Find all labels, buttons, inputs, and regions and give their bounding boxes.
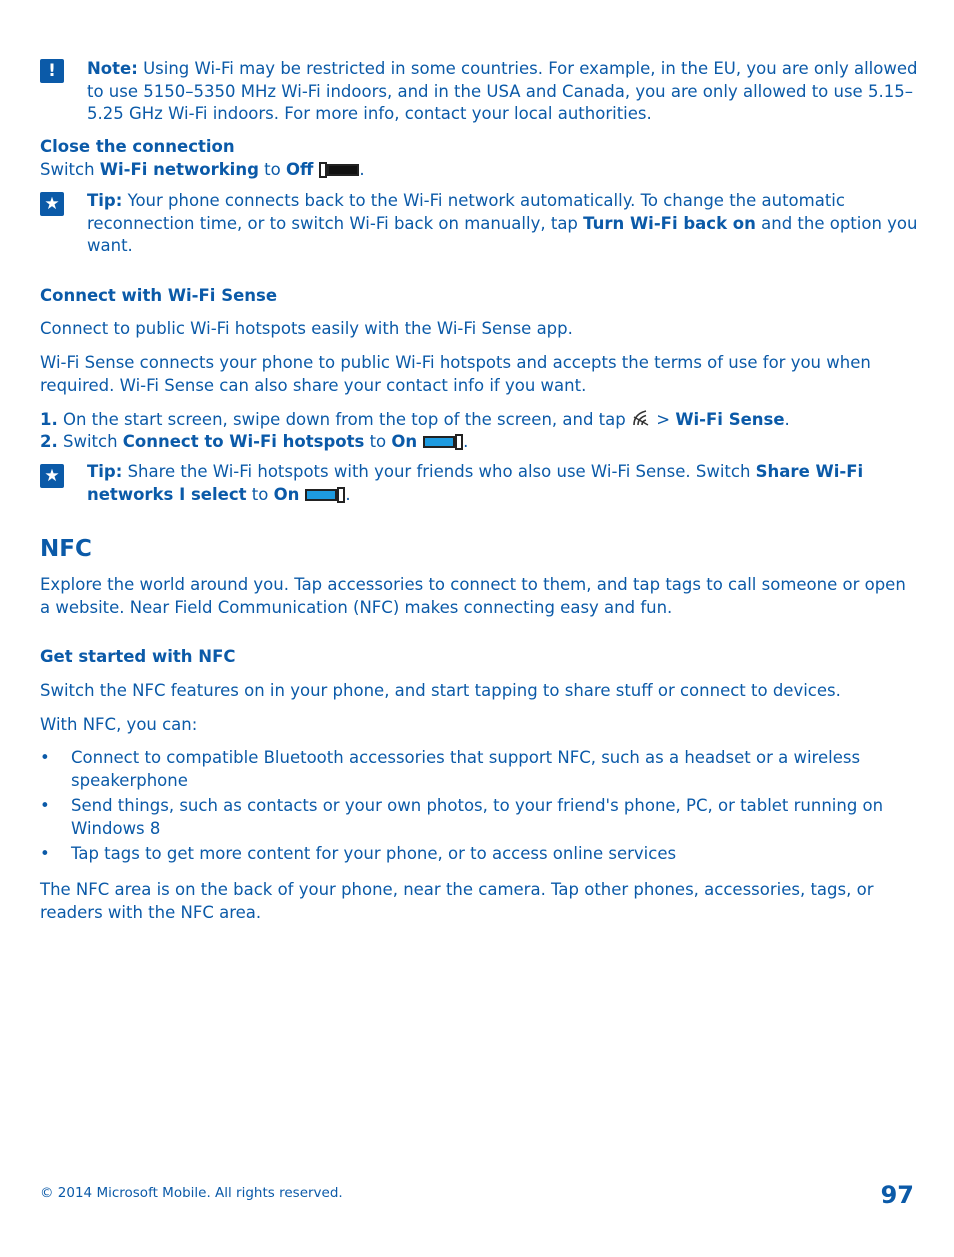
text-run: . <box>345 484 351 504</box>
wifi-sense-heading: Connect with Wi-Fi Sense <box>40 286 278 305</box>
exclamation-icon: ! <box>40 59 64 83</box>
text-run: . <box>784 410 790 429</box>
text-run: to <box>246 484 274 504</box>
close-connection-text <box>40 159 920 182</box>
nfc-intro: Explore the world around you. Tap accessories to connect to them, and tap tags to call someone or open a website. Near Field Communication (NFC) makes connecting easy and fun. <box>40 575 906 617</box>
text-run: Switch <box>40 160 100 179</box>
toggle-on-icon <box>423 434 463 450</box>
tip-label: Tip: <box>87 191 123 210</box>
wifi-sense-icon <box>631 408 651 428</box>
page-number: 97 <box>880 1181 914 1209</box>
note-body: Using Wi-Fi may be restricted in some countries. For example, in the EU, you are only allowed to use 5150–5350 MHz Wi-Fi indoors, and in the USA and Canada, you are only allowed to use 5.15–5.25 GHz Wi-Fi indoors. For more info, contact your local authorities. <box>87 59 918 123</box>
connect-hotspots-label: Connect to Wi-Fi hotspots <box>122 432 365 451</box>
text-run: to <box>364 432 392 451</box>
list-item: • Send things, such as contacts or your own photos, to your friend's phone, PC, or tablet running on Windows 8 <box>40 795 920 840</box>
get-started-heading: Get started with NFC <box>40 647 236 666</box>
star-icon: ★ <box>40 192 64 216</box>
copyright: © 2014 Microsoft Mobile. All rights reserved. <box>40 1185 343 1201</box>
off-label: Off <box>285 160 314 179</box>
toggle-on-icon <box>305 487 345 503</box>
text-run: Your phone connects back to the Wi-Fi network automatically. To change the automatic reconnection time, or to switch Wi-Fi back on manually, tap <box>87 191 845 233</box>
get-started-p1: Switch the NFC features on in your phone, and start tapping to share stuff or connect to devices. <box>40 681 841 700</box>
close-connection-heading: Close the connection <box>40 137 235 156</box>
turn-wifi-back-on-label: Turn Wi-Fi back on <box>583 213 756 233</box>
text-run: Switch <box>57 432 123 451</box>
list-item: • Tap tags to get more content for your phone, or to access online services <box>40 843 920 866</box>
wifi-sense-step-2 <box>40 431 920 454</box>
step-number: 2. <box>40 432 58 451</box>
text-run: . <box>463 432 469 451</box>
wifi-sense-p2: Wi-Fi Sense connects your phone to public Wi-Fi hotspots and accepts the terms of use for you when required. Wi-Fi Sense can also share your contact info if you want. <box>40 353 871 395</box>
wifi-sense-label: Wi-Fi Sense <box>675 410 785 429</box>
step-number: 1. <box>40 410 58 429</box>
share-wifi-networks-label: Share Wi-Fi networks I select <box>87 462 864 504</box>
tip2-text <box>87 461 920 506</box>
get-started-p2: With NFC, you can: <box>40 715 198 734</box>
wifi-networking-label: Wi-Fi networking <box>99 160 259 179</box>
on-label: On <box>391 432 418 451</box>
text-run: to <box>258 160 286 179</box>
tip1-text <box>87 190 920 258</box>
wifi-sense-p1: Connect to public Wi-Fi hotspots easily with the Wi-Fi Sense app. <box>40 319 573 338</box>
toggle-off-icon <box>319 162 359 178</box>
text-run: . <box>359 160 365 179</box>
text-run: and the option you want. <box>87 213 918 255</box>
text-run: > <box>650 410 676 429</box>
get-started-p3: The NFC area is on the back of your phone, near the camera. Tap other phones, accessories, tags, or readers with the NFC area. <box>40 880 874 922</box>
note-text <box>87 58 920 126</box>
nfc-bullet-list <box>40 747 920 869</box>
nfc-heading: NFC <box>40 536 92 562</box>
tip-label: Tip: <box>87 462 123 481</box>
star-icon: ★ <box>40 464 64 488</box>
note-label: Note: <box>87 59 138 78</box>
wifi-sense-step-1 <box>40 408 920 432</box>
text-run: On the start screen, swipe down from the top of the screen, and tap <box>57 410 631 429</box>
text-run: Share the Wi-Fi hotspots with your friends who also use Wi-Fi Sense. Switch <box>122 462 756 481</box>
list-item: • Connect to compatible Bluetooth accessories that support NFC, such as a headset or a wireless speakerphone <box>40 747 920 792</box>
on-label: On <box>273 484 300 504</box>
